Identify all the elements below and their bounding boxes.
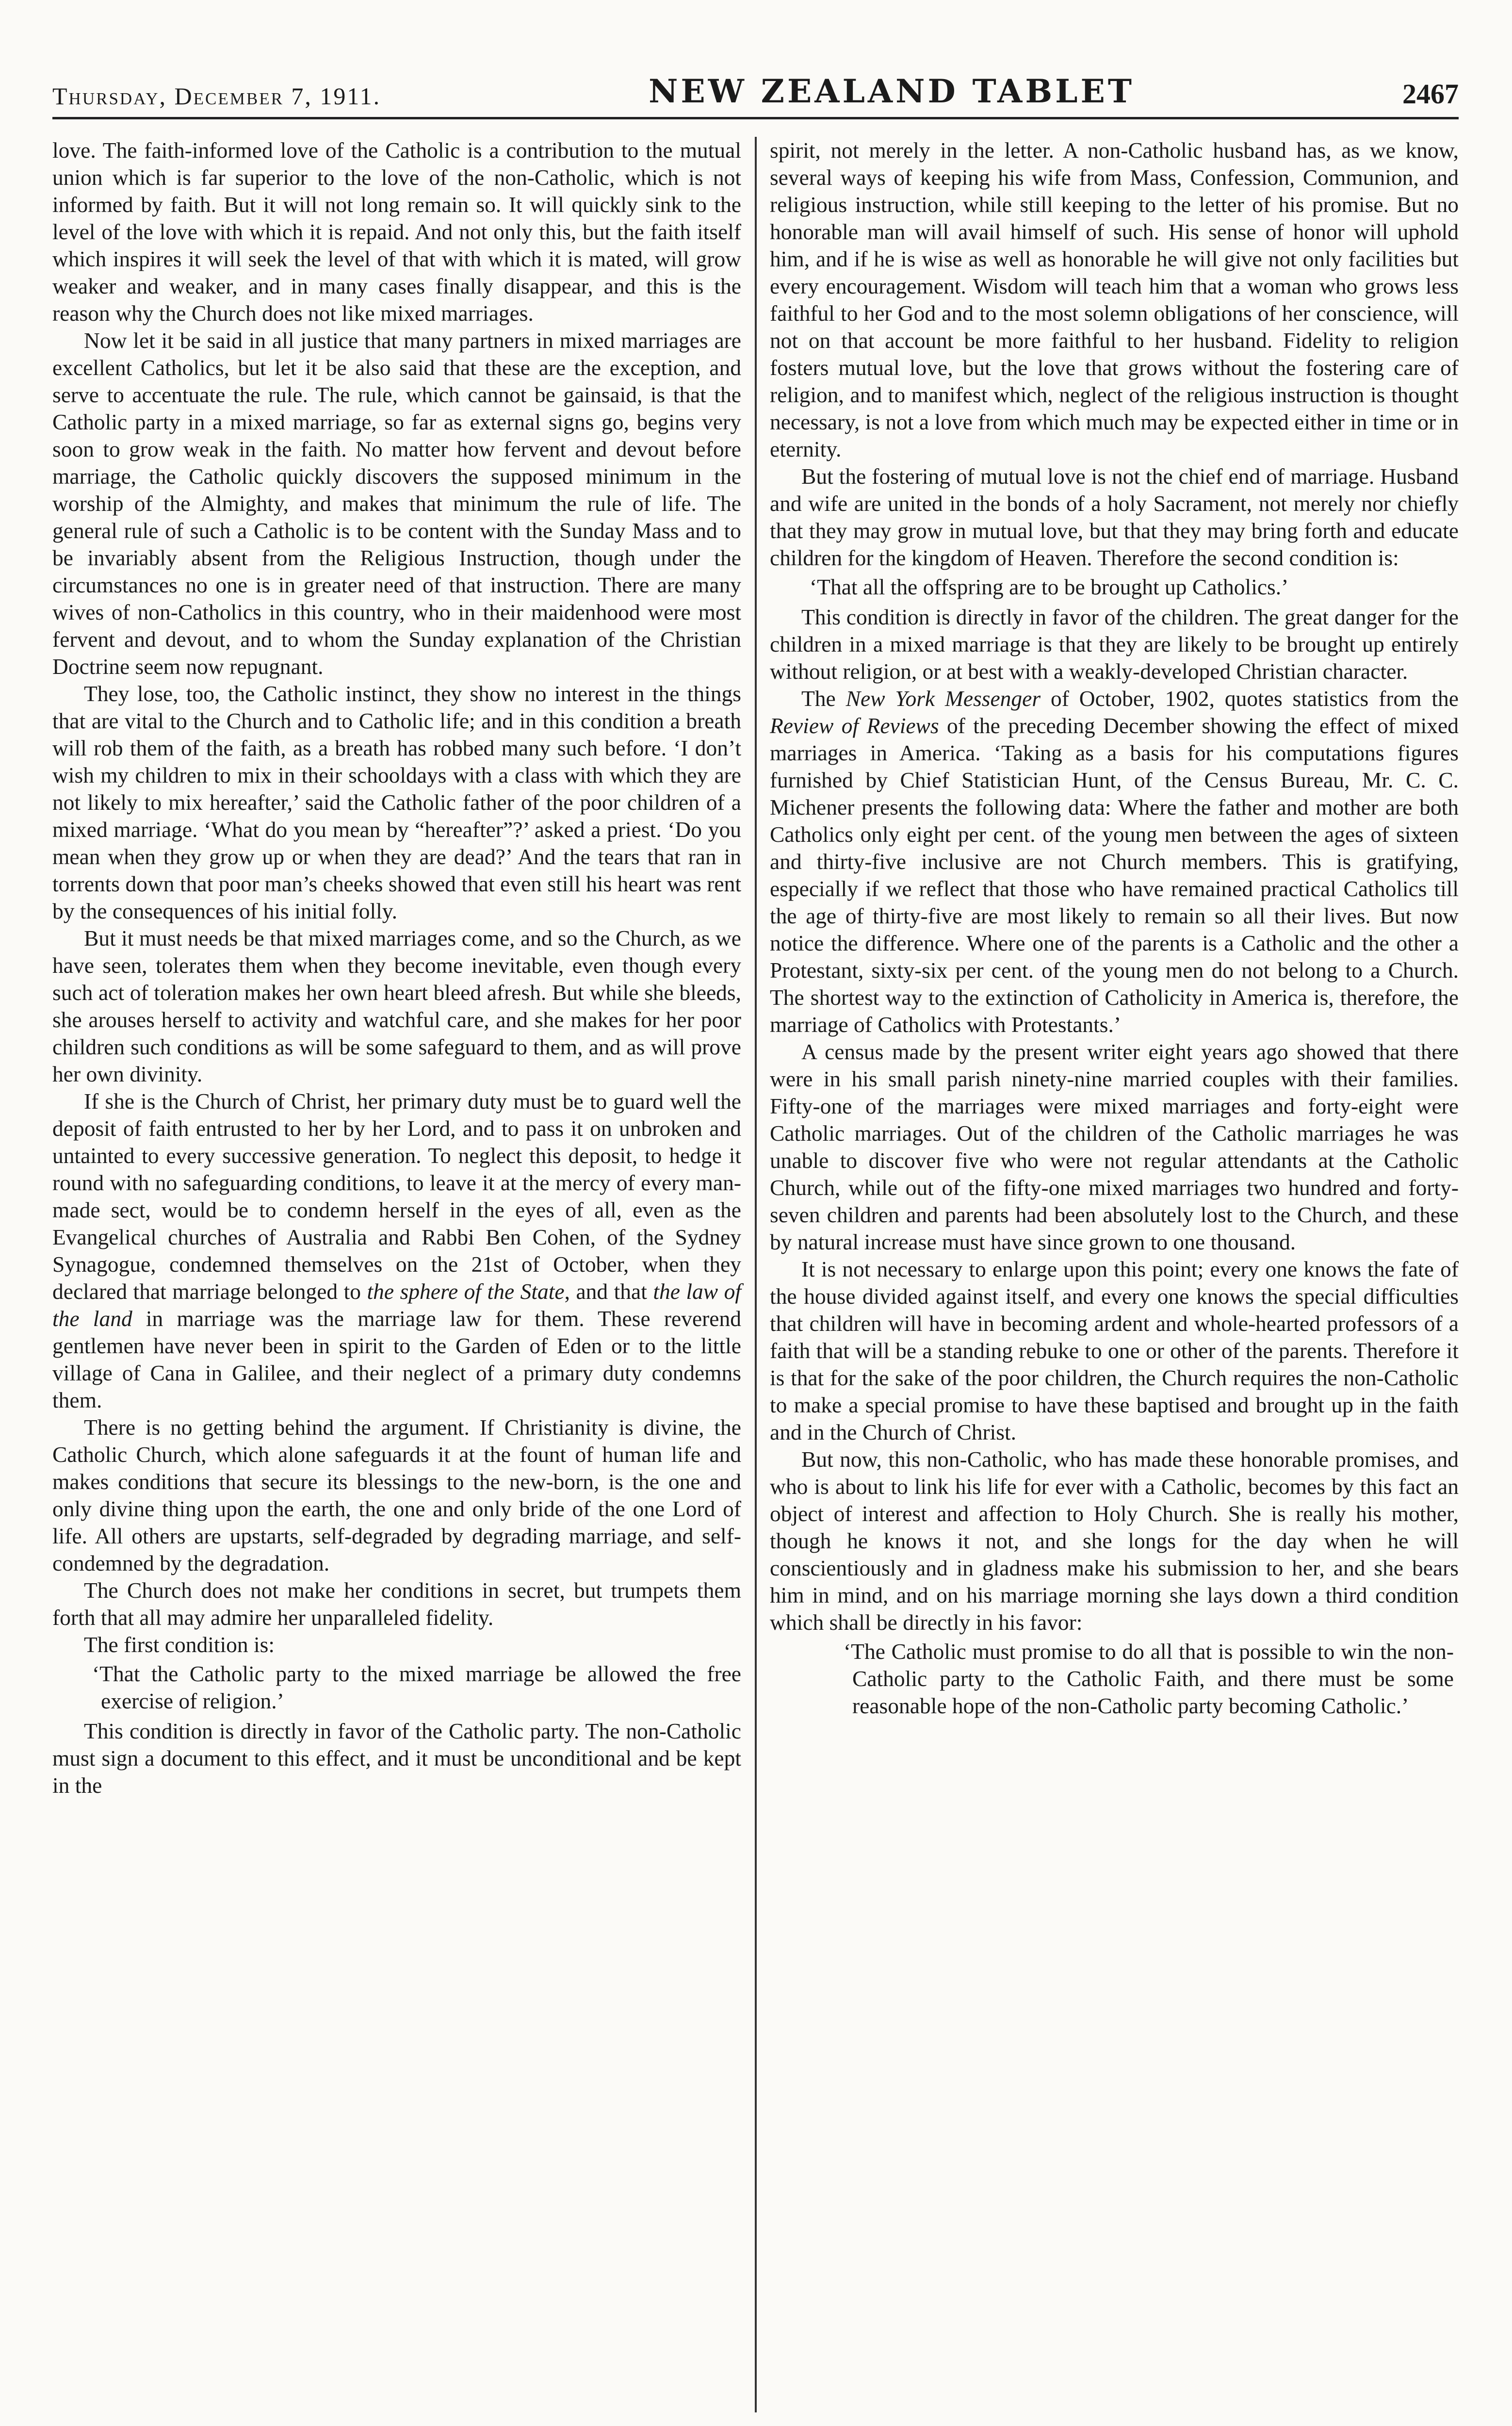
- italic-phrase: the sphere of the State: [367, 1279, 565, 1304]
- paragraph: But the fostering of mutual love is not the chief end of marriage. Husband and wife are united in the bonds of a holy Sacrament, not merely nor chiefly that they may grow in mutual love, but that they may bring forth and educate children for the kingdom of Heaven. Therefore the second condition is:: [770, 464, 1459, 570]
- paragraph: This condition is directly in favor of the Catholic party. The non-Catholic must sign a document to this effect, and it must be unconditional and be kept in the: [52, 1719, 741, 1798]
- paragraph: love. The faith-informed love of the Catholic is a contribution to the mutual union which is far superior to the love of the non-Catholic, which is not informed by faith. But it will not long remain so. It will quickly sink to the level of the love with which it is repaid. And not only this, but the faith itself which inspires it will seek the level of that with which it is mated, will grow weaker and weaker, and in many cases finally disappear, and this is the reason why the Church does not like mixed marriages.: [52, 138, 741, 326]
- paragraph: spirit, not merely in the letter. A non-Catholic husband has, as we know, several ways of keeping his wife from Mass, Confession, Communion, and religious instruction, while still keeping to the letter of his promise. But no honorable man will avail himself of such. His sense of honor will uphold him, and if he is wise as well as honorable he will give not only facilities but every encouragement. Wisdom will teach him that a woman who grows less faithful to her God and to the most solemn obligations of her conscience, will not on that account be more faithful to her husband. Fidelity to religion fosters mutual love, but the love that grows without the fostering care of religion, and to manifest which, neglect of the religious instruction is thought necessary, is not a love from which much may be expected either in time or in eternity.: [770, 138, 1459, 461]
- italic-title: Review of Reviews: [770, 713, 939, 738]
- text-run: , and that: [564, 1279, 653, 1304]
- left-column: [52, 137, 741, 2412]
- text-run: in marriage was the marriage law for them. These reverend gentlemen have never been in spirit to the Garden of Eden or to the little village of Cana in Galilee, and their neglect of a primary duty condemns them.: [52, 1306, 742, 1412]
- condition-quote: ‘The Catholic must promise to do all that is possible to win the non-Catholic party to the Catholic Faith, and there must be some reasonable hope of the non-Catholic party becoming Catholic.’: [844, 1639, 1454, 1718]
- paragraph: The Church does not make her conditions in secret, but trumpets them forth that all may admire her unparalleled fidelity.: [52, 1578, 741, 1630]
- paragraph: There is no getting behind the argument. If Christianity is divine, the Catholic Church, which alone safeguards it at the fount of human life and makes conditions that secure its blessings to the new-born, is the one and only divine thing upon the earth, the one and only bride of the one Lord of life. All others are upstarts, self-degraded by degrading marriage, and self-condemned by the degradation.: [52, 1415, 741, 1575]
- paragraph: They lose, too, the Catholic instinct, they show no interest in the things that are vital to the Church and to Catholic life; and in this condition a breath will rob them of the faith, as a breath has robbed many such before. ‘I don’t wish my children to mix in their schooldays with a class with which they are not likely to mix hereafter,’ said the Catholic father of the poor children of a mixed marriage. ‘What do you mean by “hereafter”?’ asked a priest. ‘Do you mean when they grow up or when they are dead?’ And the tears that ran in torrents down that poor man’s cheeks showed that even still his heart was rent by the consequences of his initial folly.: [52, 681, 741, 923]
- paragraph: It is not necessary to enlarge upon this point; every one knows the fate of the house divided against itself, and every one knows the special difficulties that children will have in becoming ardent and whole-hearted professors of a faith that will be a standing rebuke to one or other of the parents. Therefore it is that for the sake of the poor children, the Church requires the non-Catholic to make a special promise to have these baptised and brought up in the faith and in the Church of Christ.: [770, 1257, 1459, 1444]
- text-run: The: [801, 686, 846, 711]
- condition-quote: ‘That all the offspring are to be brought up Catholics.’: [810, 574, 1289, 599]
- newspaper-title: NEW ZEALAND TABLET: [649, 72, 1135, 110]
- page-number: 2467: [1402, 78, 1459, 110]
- text-run: of the preceding December showing the effect of mixed marriages in America. ‘Taking as a basis for his computations figures furnished by Chief Statistician Hunt, of the Census Bureau, Mr. C. C. Michener presents the following data: Where the father and mother are both Catholics only eight per cent. of the young men between the ages of sixteen and thirty-five inclusive are not Church members. This is gratifying, especially if we reflect that those who have remained practical Catholics till the age of thirty-five are most likely to remain so all their lives. But now notice the difference. Where one of the parents is a Catholic and the other a Protestant, sixty-six per cent. of the young men do not belong to a Church. The shortest way to the extinction of Catholicity in America is, therefore, the marriage of Catholics with Protestants.’: [770, 713, 1459, 1037]
- paragraph: The first condition is:: [84, 1632, 275, 1657]
- text-run: of October, 1902, quotes statistics from the: [1041, 686, 1459, 711]
- condition-quote: ‘That the Catholic party to the mixed marriage be allowed the free exercise of religion.’: [92, 1661, 741, 1713]
- paragraph: [770, 685, 1459, 1038]
- right-column: [770, 137, 1459, 2412]
- italic-title: New York Messenger: [845, 686, 1041, 711]
- paragraph: But it must needs be that mixed marriages come, and so the Church, as we have seen, tolerates them when they become inevitable, even though every such act of toleration makes her own heart bleed afresh. But while she bleeds, she arouses herself to activity and watchful care, and she makes for her poor children such conditions as will be some safeguard to them, and as will prove her own divinity.: [52, 926, 741, 1086]
- paragraph: A census made by the present writer eight years ago showed that there were in his small parish ninety-nine married couples with their families. Fifty-one of the marriages were mixed marriages and forty-eight were Catholic marriages. Out of the children of the Catholic marriages he was unable to discover five who were not regular attendants at the Catholic Church, while out of the fifty-one mixed marriages two hundred and forty-seven children and parents had been absolutely lost to the Church, and these by natural increase must have since grown to one thousand.: [770, 1039, 1459, 1254]
- article-columns: [52, 137, 1459, 2412]
- italic-phrase: the law of the land: [52, 1279, 741, 1331]
- issue-date: Thursday, December 7, 1911.: [52, 82, 381, 110]
- column-divider: [755, 137, 757, 2412]
- paragraph: Now let it be said in all justice that many partners in mixed marriages are excellent Catholics, but let it be also said that these are the exception, and serve to accentuate the rule. The rule, which cannot be gainsaid, is that the Catholic party in a mixed marriage, so far as external signs go, begins very soon to grow weak in the faith. No matter how fervent and devout before marriage, the Catholic quickly discovers the supposed minimum in the worship of the Almighty, and makes that minimum the rule of life. The general rule of such a Catholic is to be content with the Sunday Mass and to be invariably absent from the Religious Instruction, though under the circumstances no one is in greater need of that instruction. There are many wives of non-Catholics in this country, who in their maidenhood were most fervent and devout, and to whom the Sunday explanation of the Christian Doctrine seem now repugnant.: [52, 328, 741, 679]
- paragraph: But now, this non-Catholic, who has made these honorable promises, and who is about to link his life for ever with a Catholic, becomes by this fact an object of interest and affection to Holy Church. She is really his mother, though he knows it not, and she longs for the day when he will conscientiously and in gladness make his submission to her, and she bears him in mind, and on his marriage morning she lays down a third condition which shall be directly in his favor:: [770, 1447, 1459, 1635]
- paragraph: [52, 1088, 741, 1414]
- text-run: If she is the Church of Christ, her primary duty must be to guard well the deposit of faith entrusted to her by her Lord, and to pass it on unbroken and untainted to every successive generation. To neglect this deposit, to hedge it round with no safeguarding conditions, to leave it at the mercy of every man-made sect, would be to condemn herself in the eyes of all, even as the Evangelical churches of Australia and Rabbi Ben Cohen, of the Sydney Synagogue, condemned themselves on the 21st of October, when they declared that marriage belonged to: [52, 1089, 741, 1304]
- paragraph: This condition is directly in favor of the children. The great danger for the children in a mixed marriage is that they are likely to be brought up entirely without religion, or at best with a weakly-developed Christian character.: [770, 605, 1459, 684]
- masthead: [52, 73, 1459, 119]
